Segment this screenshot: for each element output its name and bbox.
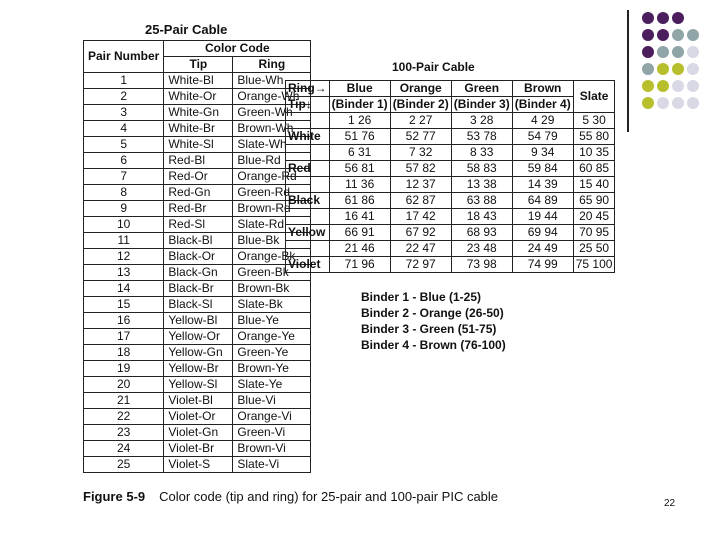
decorative-dot	[657, 12, 669, 24]
pair-number-cell: 59 84	[512, 161, 573, 177]
decorative-dot	[657, 80, 669, 92]
pair-number-cell: 57 82	[390, 161, 451, 177]
t25-title: 25-Pair Cable	[145, 22, 228, 37]
pair-number-cell: 16 41	[329, 209, 390, 225]
ring-cell: Brown-Wh	[233, 121, 311, 137]
pair-number-cell: 4 29	[512, 113, 573, 129]
tip-cell: Black-Gn	[164, 265, 233, 281]
page-number: 22	[664, 498, 676, 509]
table-row	[84, 233, 311, 249]
pair-number-cell: 21	[84, 393, 164, 409]
pair-number-cell: 10	[84, 217, 164, 233]
t100-header-binder3: (Binder 3)	[451, 97, 512, 113]
pair-number-cell: 51 76	[329, 129, 390, 145]
ring-cell: Slate-Vi	[233, 457, 311, 473]
tip-cell: Yellow-Gn	[164, 345, 233, 361]
t100-header-binder1: (Binder 1)	[329, 97, 390, 113]
decorative-dot	[672, 97, 684, 109]
table-row	[286, 145, 615, 161]
pair-number-cell: 72 97	[390, 257, 451, 273]
tip-color-label	[286, 177, 330, 193]
pair-number-cell: 58 83	[451, 161, 512, 177]
pair-number-cell: 21 46	[329, 241, 390, 257]
decorative-dot	[687, 97, 699, 109]
pair-number-cell: 23	[84, 425, 164, 441]
table-row	[84, 169, 311, 185]
ring-cell: Green-Vi	[233, 425, 311, 441]
tip-color-label: Violet	[286, 257, 330, 273]
decorative-dot	[642, 46, 654, 58]
pair-number-cell: 63 88	[451, 193, 512, 209]
pair-number-cell: 71 96	[329, 257, 390, 273]
table-row	[286, 161, 615, 177]
binder-legend	[361, 289, 506, 353]
pair-number-cell: 9	[84, 201, 164, 217]
pair-number-cell: 62 87	[390, 193, 451, 209]
tip-cell: Yellow-Sl	[164, 377, 233, 393]
pair-number-cell: 1 26	[329, 113, 390, 129]
decorative-dot-grid	[640, 10, 720, 120]
t25-header-color: Color Code	[164, 41, 311, 57]
table-row	[84, 409, 311, 425]
figure-number: Figure 5-9	[83, 489, 146, 504]
pair-number-cell: 53 78	[451, 129, 512, 145]
pair-number-cell: 54 79	[512, 129, 573, 145]
binder-legend-item: Binder 1 - Blue (1-25)	[361, 290, 482, 304]
t100-header-row	[286, 81, 615, 97]
table-row	[84, 345, 311, 361]
table-row	[84, 265, 311, 281]
pair-number-cell: 6	[84, 153, 164, 169]
pair-number-cell: 24 49	[512, 241, 573, 257]
pair-number-cell: 55 80	[573, 129, 615, 145]
decorative-dot	[672, 12, 684, 24]
ring-cell: Blue-Bk	[233, 233, 311, 249]
table-row	[84, 217, 311, 233]
pair-number-cell: 56 81	[329, 161, 390, 177]
tip-color-label: White	[286, 129, 330, 145]
pair-number-cell: 12	[84, 249, 164, 265]
table-row	[286, 225, 615, 241]
decorative-dot	[672, 63, 684, 75]
tip-cell: Violet-S	[164, 457, 233, 473]
figure-caption-text: Color code (tip and ring) for 25-pair and 100-pair PIC cable	[159, 489, 499, 504]
tip-cell: Violet-Or	[164, 409, 233, 425]
pair-number-cell: 25	[84, 457, 164, 473]
pair-number-cell: 11	[84, 233, 164, 249]
table-row	[84, 281, 311, 297]
ring-cell: Slate-Ye	[233, 377, 311, 393]
pair-number-cell: 64 89	[512, 193, 573, 209]
tip-cell: Red-Bl	[164, 153, 233, 169]
ring-cell: Slate-Wh	[233, 137, 311, 153]
table-row	[84, 73, 311, 89]
table-row	[286, 113, 615, 129]
table-row	[84, 329, 311, 345]
ring-cell: Brown-Rd	[233, 201, 311, 217]
decorative-dot	[642, 29, 654, 41]
tip-color-label	[286, 209, 330, 225]
tip-cell: Black-Br	[164, 281, 233, 297]
pair-number-cell: 20	[84, 377, 164, 393]
binder-legend-item: Binder 2 - Orange (26-50)	[361, 306, 504, 320]
tip-cell: Yellow-Bl	[164, 313, 233, 329]
pair-number-cell: 17 42	[390, 209, 451, 225]
pair-number-cell: 18 43	[451, 209, 512, 225]
ring-cell: Orange-Ye	[233, 329, 311, 345]
pair-number-cell: 61 86	[329, 193, 390, 209]
tip-color-label: Yellow	[286, 225, 330, 241]
ring-cell: Brown-Vi	[233, 441, 311, 457]
t100-header-brown: Brown	[512, 81, 573, 97]
pair-number-cell: 12 37	[390, 177, 451, 193]
tip-color-label	[286, 241, 330, 257]
binder-legend-item: Binder 4 - Brown (76-100)	[361, 338, 506, 352]
t100-header-binder2: (Binder 2)	[390, 97, 451, 113]
ring-cell: Blue-Ye	[233, 313, 311, 329]
ring-cell: Green-Ye	[233, 345, 311, 361]
ring-cell: Orange-Bk	[233, 249, 311, 265]
t100-header-orange: Orange	[390, 81, 451, 97]
tip-cell: Violet-Bl	[164, 393, 233, 409]
table-row	[84, 201, 311, 217]
pair-number-cell: 67 92	[390, 225, 451, 241]
pair-number-cell: 69 94	[512, 225, 573, 241]
ring-cell: Orange-Vi	[233, 409, 311, 425]
pair-number-cell: 25 50	[573, 241, 615, 257]
decorative-dot	[642, 12, 654, 24]
t100-header-blue: Blue	[329, 81, 390, 97]
table-row	[84, 393, 311, 409]
tip-cell: Violet-Gn	[164, 425, 233, 441]
pair-number-cell: 20 45	[573, 209, 615, 225]
pair-number-cell: 6 31	[329, 145, 390, 161]
pair-number-cell: 14	[84, 281, 164, 297]
table-row	[84, 457, 311, 473]
tip-cell: Red-Sl	[164, 217, 233, 233]
decorative-dot	[672, 29, 684, 41]
pair-number-cell: 9 34	[512, 145, 573, 161]
table-row	[84, 377, 311, 393]
pair-number-cell: 13 38	[451, 177, 512, 193]
tip-cell: Yellow-Or	[164, 329, 233, 345]
ring-cell: Green-Rd	[233, 185, 311, 201]
pair-number-cell: 17	[84, 329, 164, 345]
table-row	[286, 209, 615, 225]
pair-number-cell: 16	[84, 313, 164, 329]
table-row	[286, 193, 615, 209]
pair-number-cell: 24	[84, 441, 164, 457]
pair-number-cell: 52 77	[390, 129, 451, 145]
pair-number-cell: 75 100	[573, 257, 615, 273]
tip-cell: White-Br	[164, 121, 233, 137]
tip-color-label	[286, 145, 330, 161]
table-100-pair	[285, 80, 615, 273]
tip-cell: Red-Or	[164, 169, 233, 185]
pair-number-cell: 8 33	[451, 145, 512, 161]
tip-cell: White-Sl	[164, 137, 233, 153]
pair-number-cell: 19 44	[512, 209, 573, 225]
vertical-divider-line	[627, 10, 629, 132]
decorative-dot	[687, 80, 699, 92]
t100-header-slate: Slate	[573, 81, 615, 113]
pair-number-cell: 1	[84, 73, 164, 89]
table-row	[84, 121, 311, 137]
table-row	[286, 177, 615, 193]
t25-header-pair: Pair Number	[84, 41, 164, 73]
t25-header-tip: Tip	[164, 57, 233, 73]
binder-legend-item: Binder 3 - Green (51-75)	[361, 322, 497, 336]
tip-cell: Black-Bl	[164, 233, 233, 249]
ring-cell: Blue-Rd	[233, 153, 311, 169]
decorative-dot	[657, 29, 669, 41]
pair-number-cell: 15 40	[573, 177, 615, 193]
pair-number-cell: 3 28	[451, 113, 512, 129]
ring-cell: Green-Bk	[233, 265, 311, 281]
decorative-dot	[672, 80, 684, 92]
pair-number-cell: 65 90	[573, 193, 615, 209]
table-row	[84, 137, 311, 153]
t25-header-row	[84, 41, 311, 57]
tip-cell: Red-Gn	[164, 185, 233, 201]
pair-number-cell: 74 99	[512, 257, 573, 273]
t100-header-row-2	[286, 97, 615, 113]
tip-color-label: Black	[286, 193, 330, 209]
table-row	[84, 105, 311, 121]
decorative-dot	[642, 80, 654, 92]
table-row	[84, 89, 311, 105]
table-row	[84, 249, 311, 265]
table-row	[286, 257, 615, 273]
ring-cell: Brown-Bk	[233, 281, 311, 297]
decorative-dot	[642, 97, 654, 109]
pair-number-cell: 13	[84, 265, 164, 281]
pair-number-cell: 22 47	[390, 241, 451, 257]
ring-cell: Brown-Ye	[233, 361, 311, 377]
decorative-dot	[657, 63, 669, 75]
ring-cell: Green-Wh	[233, 105, 311, 121]
table-row	[84, 313, 311, 329]
tip-cell: White-Gn	[164, 105, 233, 121]
pair-number-cell: 70 95	[573, 225, 615, 241]
decorative-dot	[687, 29, 699, 41]
pair-number-cell: 11 36	[329, 177, 390, 193]
pair-number-cell: 7 32	[390, 145, 451, 161]
pair-number-cell: 68 93	[451, 225, 512, 241]
table-row	[286, 129, 615, 145]
tip-color-label: Red	[286, 161, 330, 177]
tip-cell: Black-Sl	[164, 297, 233, 313]
pair-number-cell: 10 35	[573, 145, 615, 161]
pair-number-cell: 5 30	[573, 113, 615, 129]
tip-cell: White-Or	[164, 89, 233, 105]
pair-number-cell: 19	[84, 361, 164, 377]
pair-number-cell: 5	[84, 137, 164, 153]
pair-number-cell: 23 48	[451, 241, 512, 257]
tip-cell: Red-Br	[164, 201, 233, 217]
decorative-dot	[657, 46, 669, 58]
pair-number-cell: 2 27	[390, 113, 451, 129]
ring-cell: Slate-Rd	[233, 217, 311, 233]
t100-title: 100-Pair Cable	[392, 60, 475, 74]
tip-cell: Black-Or	[164, 249, 233, 265]
decorative-dot	[687, 46, 699, 58]
tip-color-label	[286, 113, 330, 129]
tip-cell: Violet-Br	[164, 441, 233, 457]
table-row	[84, 361, 311, 377]
tip-cell: Yellow-Br	[164, 361, 233, 377]
table-25-pair	[83, 40, 311, 473]
ring-cell: Blue-Vi	[233, 393, 311, 409]
pair-number-cell: 3	[84, 105, 164, 121]
pair-number-cell: 14 39	[512, 177, 573, 193]
pair-number-cell: 15	[84, 297, 164, 313]
decorative-dot	[672, 46, 684, 58]
table-row	[286, 241, 615, 257]
ring-cell: Blue-Wh	[233, 73, 311, 89]
ring-cell: Orange-Rd	[233, 169, 311, 185]
pair-number-cell: 8	[84, 185, 164, 201]
table-row	[84, 185, 311, 201]
pair-number-cell: 18	[84, 345, 164, 361]
decorative-dot	[642, 63, 654, 75]
table-row	[84, 441, 311, 457]
pair-number-cell: 2	[84, 89, 164, 105]
t100-header-green: Green	[451, 81, 512, 97]
t25-header-ring: Ring	[233, 57, 311, 73]
table-row	[84, 297, 311, 313]
pair-number-cell: 4	[84, 121, 164, 137]
t100-header-ring: Ring→	[286, 81, 330, 97]
pair-number-cell: 60 85	[573, 161, 615, 177]
pair-number-cell: 22	[84, 409, 164, 425]
decorative-dot	[657, 97, 669, 109]
figure-caption	[83, 489, 498, 504]
t100-header-tip: Tip↓	[286, 97, 330, 113]
t100-header-binder4: (Binder 4)	[512, 97, 573, 113]
pair-number-cell: 66 91	[329, 225, 390, 241]
decorative-dot	[687, 63, 699, 75]
pair-number-cell: 73 98	[451, 257, 512, 273]
ring-cell: Orange-Wh	[233, 89, 311, 105]
table-row	[84, 153, 311, 169]
tip-cell: White-Bl	[164, 73, 233, 89]
pair-number-cell: 7	[84, 169, 164, 185]
ring-cell: Slate-Bk	[233, 297, 311, 313]
table-row	[84, 425, 311, 441]
